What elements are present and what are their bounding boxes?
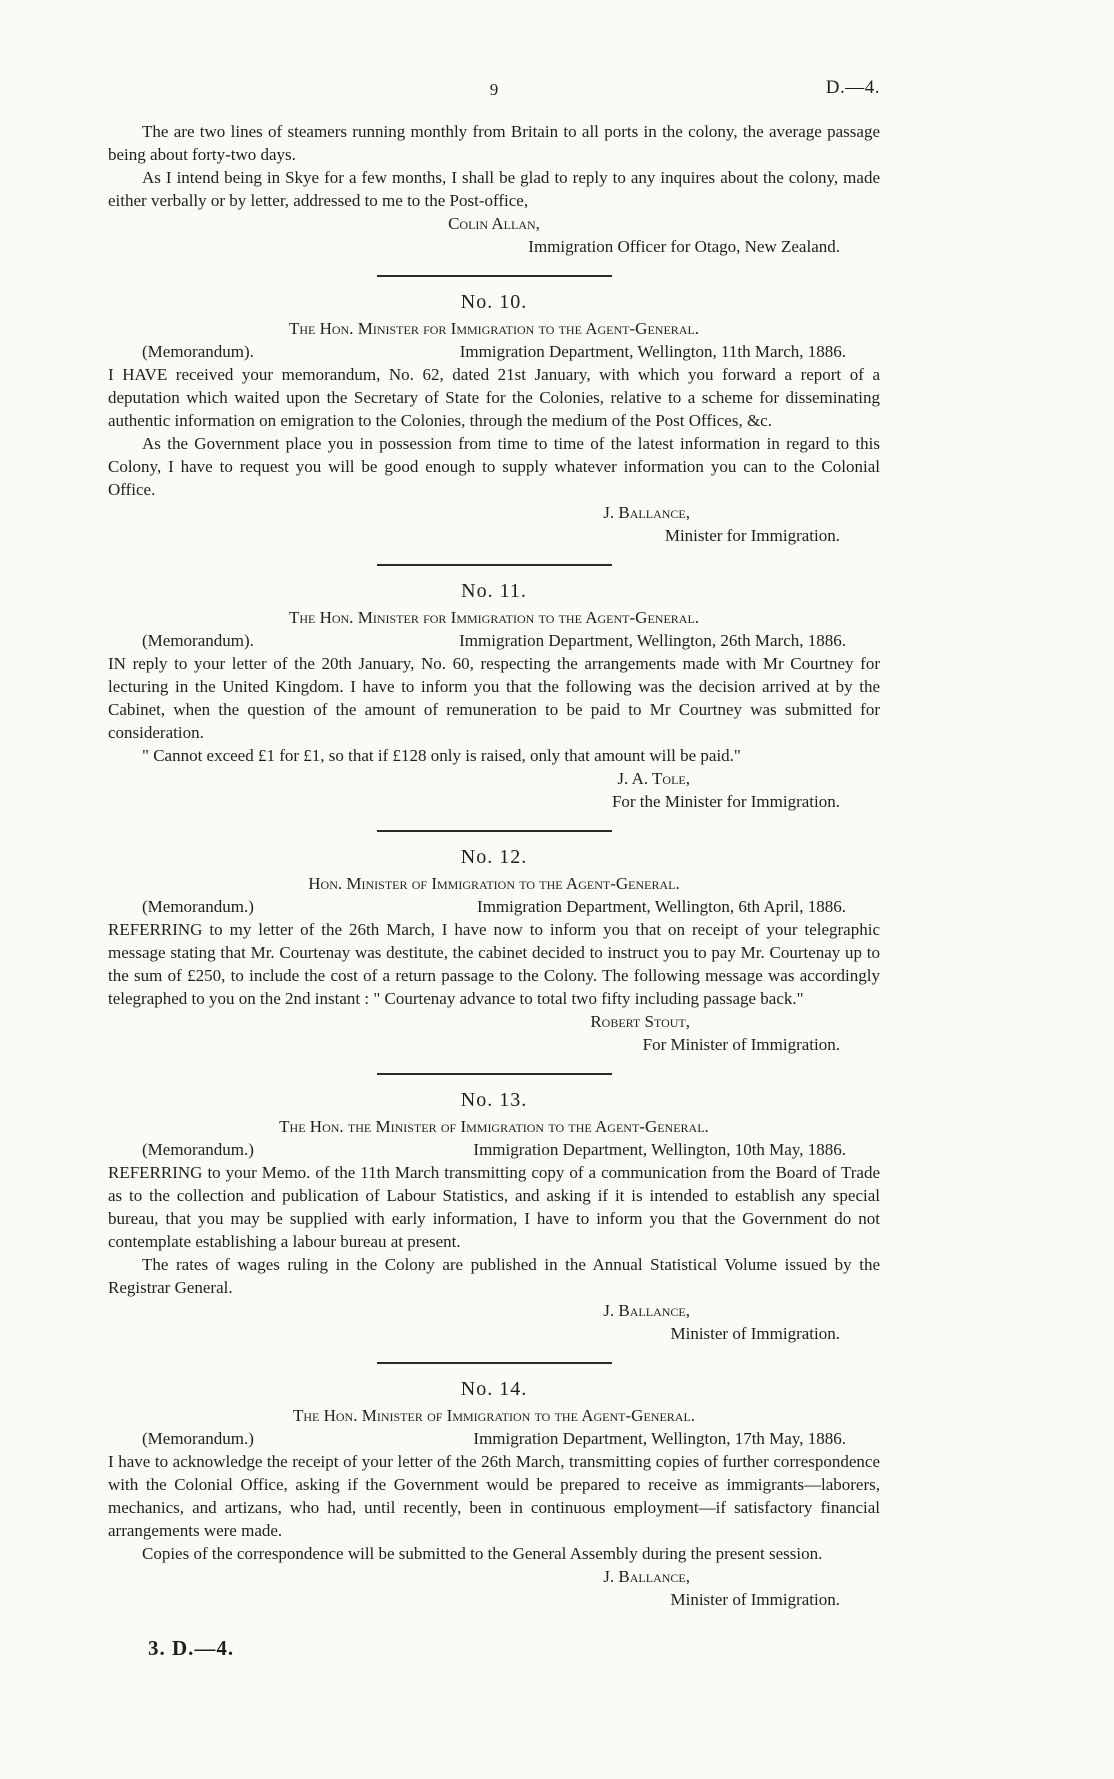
memo-label: (Memorandum.) xyxy=(142,1140,254,1159)
dateline: Immigration Department, Wellington, 6th April, 1886. xyxy=(477,897,846,916)
doc-reference: D.—4. xyxy=(825,77,880,98)
memo-line xyxy=(108,1138,880,1161)
memo-line xyxy=(108,340,880,363)
letter-no-10 xyxy=(108,291,880,547)
memo-line xyxy=(108,629,880,652)
paragraph: IN reply to your letter of the 20th January, No. 60, respecting the arrangements made with Mr Courtney for lecturing in the United Kingdom. I have to inform you that the following was the decision arrived at by the Cabinet, when the question of the amount of remuneration to be paid to Mr Courtney was submitted for consideration. xyxy=(108,654,880,742)
letter-number: No. 13. xyxy=(460,1089,528,1111)
signature-block xyxy=(108,1299,880,1345)
signature-name: J. Ballance, xyxy=(603,1301,690,1320)
page-number: 9 xyxy=(489,80,499,99)
signature-title: Immigration Officer for Otago, New Zealand. xyxy=(528,237,840,256)
signature-title: Minister of Immigration. xyxy=(670,1590,840,1609)
letter-heading: The Hon. Minister of Immigration to the Agent-General. xyxy=(292,1406,696,1425)
paragraph: Copies of the correspondence will be submitted to the General Assembly during the present session. xyxy=(142,1544,823,1563)
signature-name: J. A. Tole, xyxy=(617,769,690,788)
intro-letter xyxy=(108,120,880,258)
page-header xyxy=(108,78,880,102)
letter-heading: The Hon. the Minister of Immigration to the Agent-General. xyxy=(279,1117,709,1136)
letter-heading: Hon. Minister of Immigration to the Agent-General. xyxy=(308,874,680,893)
signature-name: Colin Allan, xyxy=(448,214,540,233)
paragraph: As the Government place you in possession from time to time of the latest information in regard to this Colony, I have to request you will be good enough to supply whatever information you can to the Colonial Office. xyxy=(108,434,880,499)
paragraph: REFERRING to my letter of the 26th March, I have now to inform you that on receipt of your telegraphic message stating that Mr. Courtenay was destitute, the cabinet decided to instruct you to pay Mr. Courtenay up to the sum of £250, to include the cost of a return passage to the Colony. The following message was accordingly telegraphed to you on the 2nd instant : " Courtenay advance to total two fifty including passage back." xyxy=(108,920,880,1008)
signature-name: J. Ballance, xyxy=(603,1567,690,1586)
section-divider xyxy=(377,275,612,277)
dateline: Immigration Department, Wellington, 17th May, 1886. xyxy=(473,1429,846,1448)
signature-block xyxy=(108,501,880,547)
signature-block xyxy=(108,1565,880,1611)
paragraph: REFERRING to your Memo. of the 11th March transmitting copy of a communication from the Board of Trade as to the collection and publication of Labour Statistics, and asking if it is intended to establish any special bureau, that you may be supplied with early information, I have to inform you that the Government do not contemplate establishing a labour bureau at present. xyxy=(108,1163,880,1251)
section-divider xyxy=(377,564,612,566)
dateline: Immigration Department, Wellington, 10th May, 1886. xyxy=(473,1140,846,1159)
letter-heading: The Hon. Minister for Immigration to the Agent-General. xyxy=(288,319,700,338)
memo-label: (Memorandum). xyxy=(142,342,254,361)
signature-title: Minister of Immigration. xyxy=(670,1324,840,1343)
letter-heading: The Hon. Minister for Immigration to the Agent-General. xyxy=(288,608,700,627)
footer-doc-reference: 3. D.—4. xyxy=(148,1636,235,1660)
signature-block xyxy=(108,767,880,813)
quoted-paragraph: " Cannot exceed £1 for £1, so that if £128 only is raised, only that amount will be paid." xyxy=(142,746,741,765)
section-divider xyxy=(377,1362,612,1364)
signature-block xyxy=(108,212,880,258)
memo-label: (Memorandum.) xyxy=(142,897,254,916)
letter-no-14 xyxy=(108,1378,880,1611)
letter-no-11 xyxy=(108,580,880,813)
memo-line xyxy=(108,895,880,918)
paragraph: I HAVE received your memorandum, No. 62, dated 21st January, with which you forward a report of a deputation which waited upon the Secretary of State for the Colonies, relative to a scheme for disseminating authentic information on emigration to the Colonies, through the medium of the Post Offices, &c. xyxy=(108,365,880,430)
paragraph: The are two lines of steamers running monthly from Britain to all ports in the colony, the average passage being about forty-two days. xyxy=(108,122,880,164)
letter-no-12 xyxy=(108,846,880,1056)
memo-line xyxy=(108,1427,880,1450)
signature-title: For Minister of Immigration. xyxy=(642,1035,840,1054)
letter-no-13 xyxy=(108,1089,880,1345)
dateline: Immigration Department, Wellington, 26th March, 1886. xyxy=(459,631,846,650)
dateline: Immigration Department, Wellington, 11th March, 1886. xyxy=(459,342,846,361)
paragraph: As I intend being in Skye for a few months, I shall be glad to reply to any inquires about the colony, made either verbally or by letter, addressed to me to the Post-office, xyxy=(108,168,880,210)
signature-name: Robert Stout, xyxy=(590,1012,690,1031)
section-divider xyxy=(377,830,612,832)
letter-number: No. 12. xyxy=(460,846,528,868)
memo-label: (Memorandum.) xyxy=(142,1429,254,1448)
letter-number: No. 11. xyxy=(461,580,527,602)
memo-label: (Memorandum). xyxy=(142,631,254,650)
section-divider xyxy=(377,1073,612,1075)
signature-title: Minister for Immigration. xyxy=(664,526,840,545)
signature-title: For the Minister for Immigration. xyxy=(611,792,840,811)
letter-number: No. 10. xyxy=(460,291,528,313)
signature-name: J. Ballance, xyxy=(603,503,690,522)
signature-block xyxy=(108,1010,880,1056)
paragraph: I have to acknowledge the receipt of your letter of the 26th March, transmitting copies of further correspondence with the Colonial Office, asking if the Government would be prepared to receive as immigrants—laborers, mechanics, and artizans, who had, until recently, been in continuous employment—if satisfactory financial arrangements were made. xyxy=(108,1452,880,1540)
letter-number: No. 14. xyxy=(460,1378,528,1400)
paragraph: The rates of wages ruling in the Colony are published in the Annual Statistical Volume issued by the Registrar General. xyxy=(108,1255,880,1297)
